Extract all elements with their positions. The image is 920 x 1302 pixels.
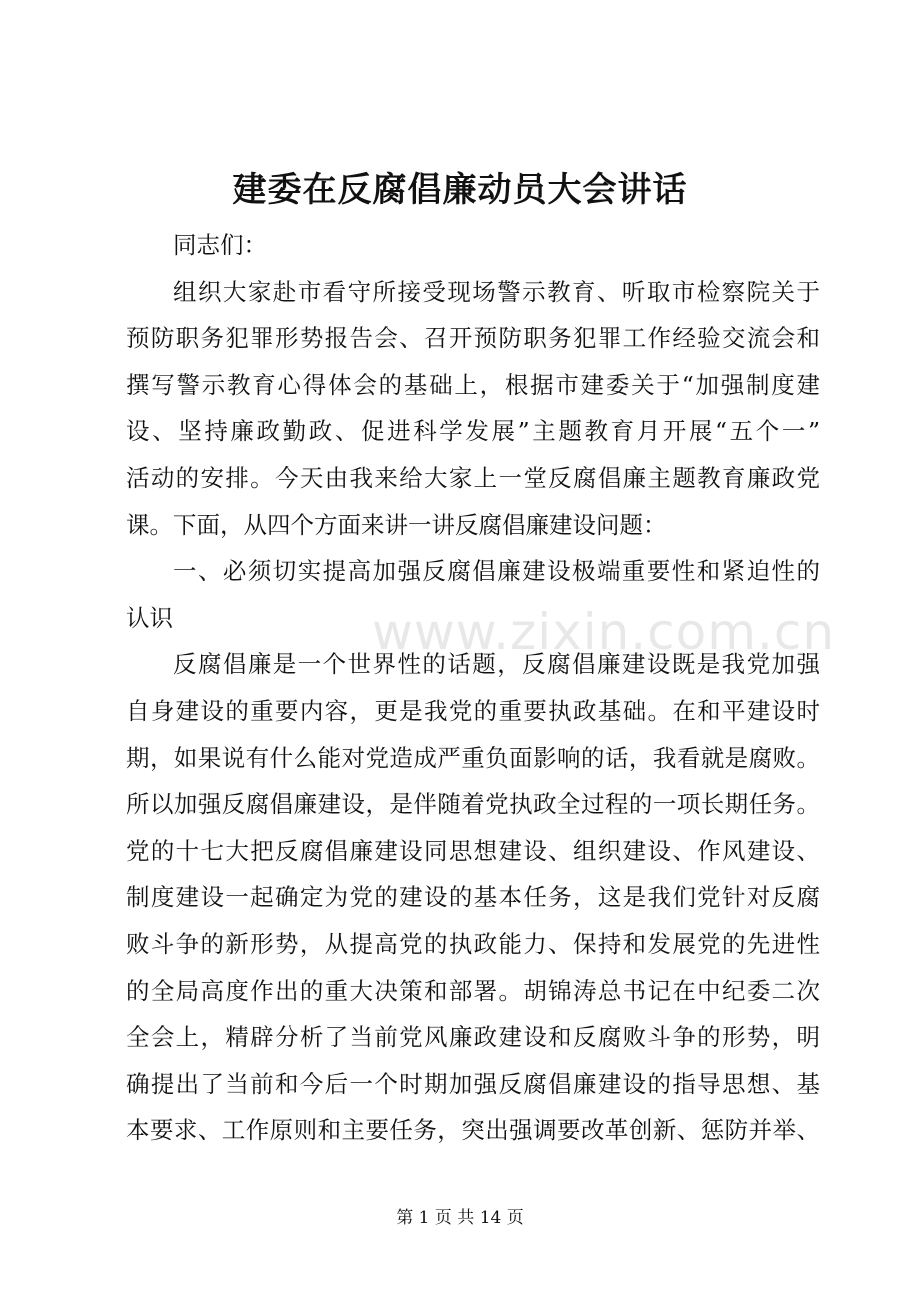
paragraph-line: 败斗争的新形势，从提高党的执政能力、保持和发展党的先进性 bbox=[126, 929, 820, 958]
paragraph-line: 撰写警示教育心得体会的基础上，根据市建委关于“加强制度建 bbox=[126, 370, 820, 399]
paragraph-line: 的全局高度作出的重大决策和部署。胡锦涛总书记在中纪委二次 bbox=[126, 976, 820, 1005]
paragraph-line: 组织大家赴市看守所接受现场警示教育、听取市检察院关于 bbox=[173, 277, 820, 306]
paragraph-line: 活动的安排。今天由我来给大家上一堂反腐倡廉主题教育廉政党 bbox=[126, 463, 820, 492]
section-heading-line: 认识 bbox=[126, 603, 173, 632]
paragraph-line: 期，如果说有什么能对党造成严重负面影响的话，我看就是腐败。 bbox=[126, 743, 820, 772]
paragraph-line: 反腐倡廉是一个世界性的话题，反腐倡廉建设既是我党加强 bbox=[173, 650, 820, 679]
paragraph-line: 全会上，精辟分析了当前党风廉政建设和反腐败斗争的形势，明 bbox=[126, 1023, 820, 1052]
section-heading-line: 一、必须切实提高加强反腐倡廉建设极端重要性和紧迫性的 bbox=[173, 557, 820, 586]
paragraph-line: 设、坚持廉政勤政、促进科学发展”主题教育月开展“五个一” bbox=[126, 417, 820, 446]
paragraph-line: 确提出了当前和今后一个时期加强反腐倡廉建设的指导思想、基 bbox=[126, 1069, 820, 1098]
document-body bbox=[126, 222, 820, 1154]
paragraph-line: 自身建设的重要内容，更是我党的重要执政基础。在和平建设时 bbox=[126, 696, 820, 725]
paragraph-line: 党的十七大把反腐倡廉建设同思想建设、组织建设、作风建设、 bbox=[126, 836, 820, 865]
paragraph-line: 所以加强反腐倡廉建设，是伴随着党执政全过程的一项长期任务。 bbox=[126, 790, 820, 819]
paragraph-line: 本要求、工作原则和主要任务，突出强调要改革创新、惩防并举、 bbox=[126, 1116, 820, 1145]
page-footer: 第 1 页 共 14 页 bbox=[396, 1208, 524, 1228]
paragraph-line: 制度建设一起确定为党的建设的基本任务，这是我们党针对反腐 bbox=[126, 883, 820, 912]
salutation: 同志们： bbox=[173, 231, 267, 259]
document-title: 建委在反腐倡廉动员大会讲话 bbox=[232, 170, 688, 210]
watermark: www.zixin.com.cn bbox=[372, 603, 836, 661]
paragraph-line: 课。下面，从四个方面来讲一讲反腐倡廉建设问题： bbox=[126, 510, 667, 539]
paragraph-line: 预防职务犯罪形势报告会、召开预防职务犯罪工作经验交流会和 bbox=[126, 324, 820, 353]
